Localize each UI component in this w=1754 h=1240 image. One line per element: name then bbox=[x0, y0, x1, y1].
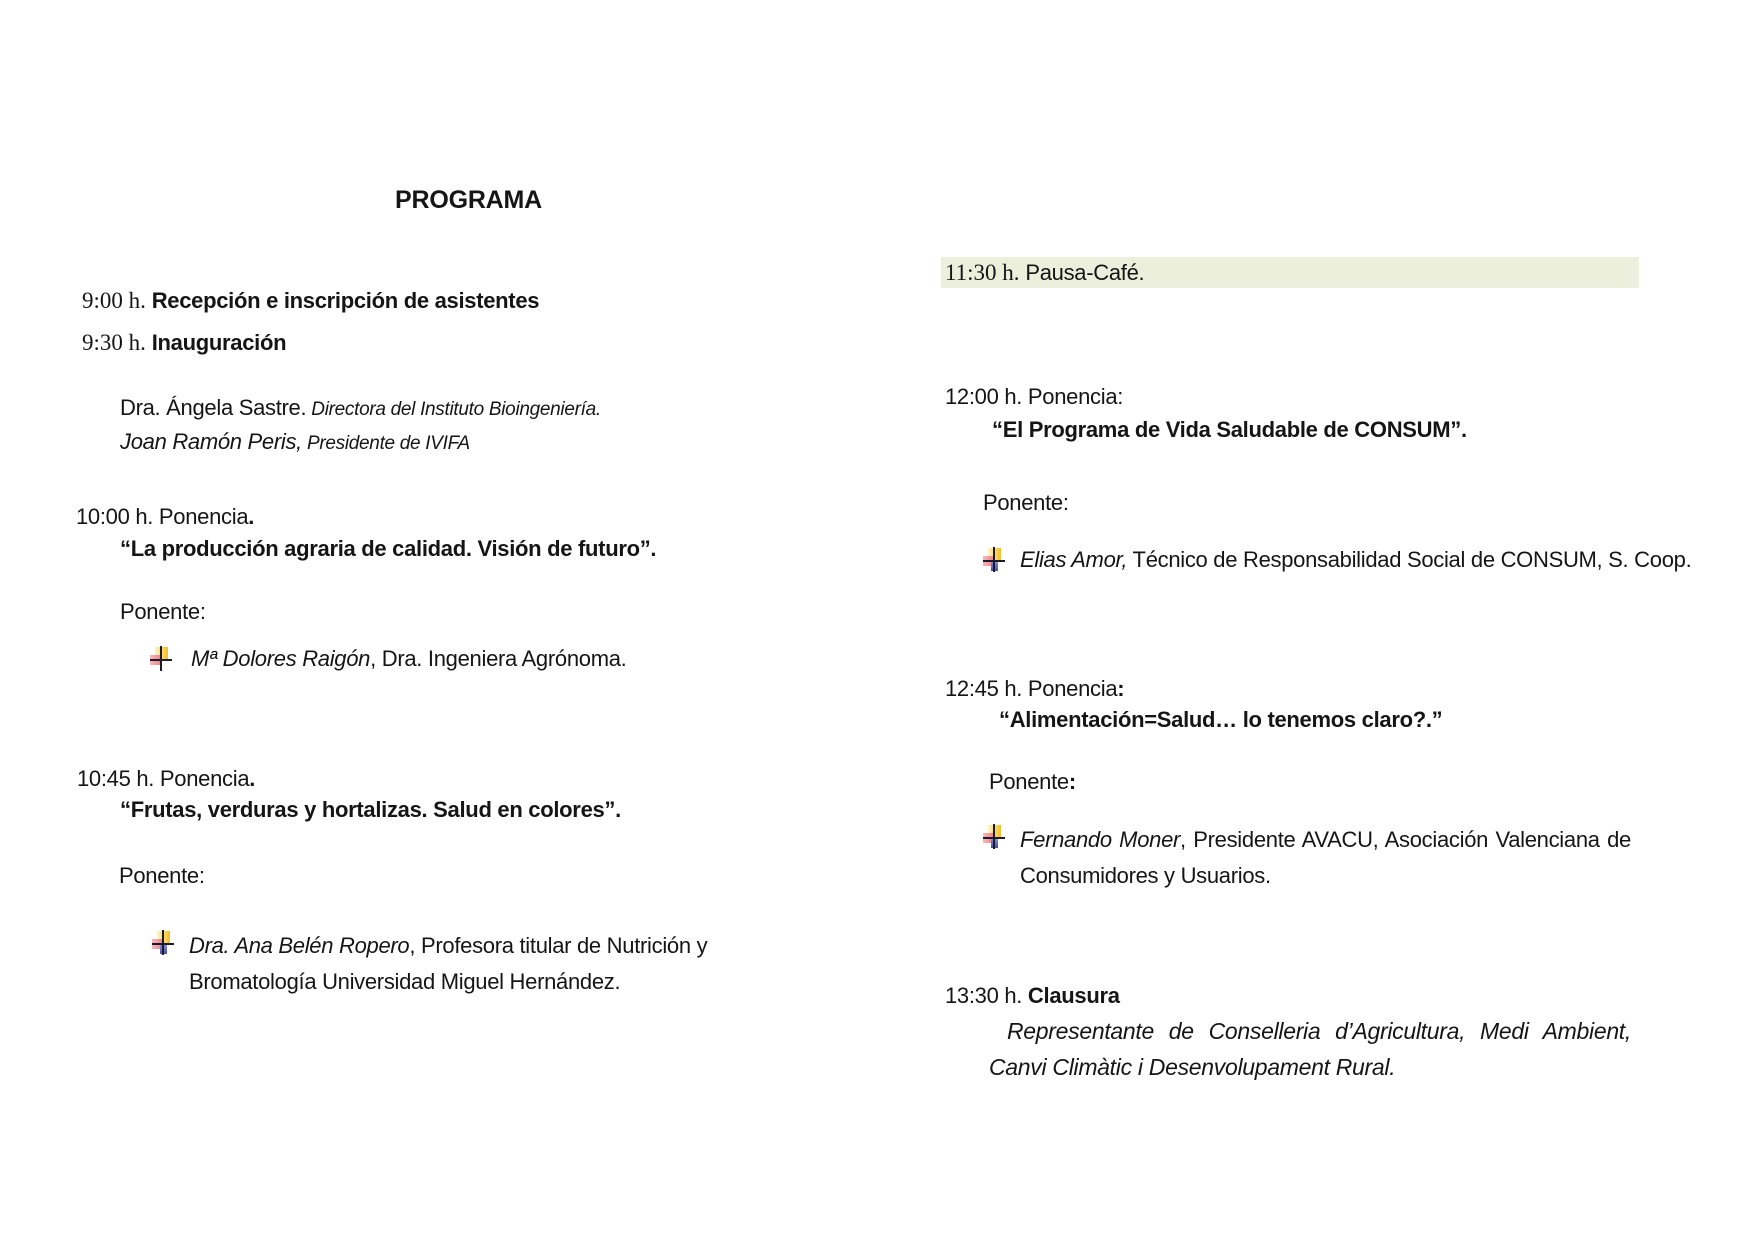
session-1130-time: 11:30 h. bbox=[945, 260, 1020, 285]
session-1000-punct: . bbox=[248, 504, 255, 529]
session-1200-ponente-label: Ponente: bbox=[983, 490, 1069, 515]
session-1045-ponente-label: Ponente: bbox=[119, 863, 205, 888]
speaker-fernando-name: Fernando Moner bbox=[1020, 827, 1181, 852]
speaker-ana-belen bbox=[189, 928, 707, 1000]
speaker-dolores bbox=[191, 646, 626, 672]
session-1245-punct: : bbox=[1117, 676, 1125, 701]
session-1045-time: 10:45 h. bbox=[77, 766, 155, 791]
session-1245-quote: “Alimentación=Salud… lo tenemos claro?.” bbox=[999, 707, 1443, 732]
session-1045-quote: “Frutas, verduras y hortalizas. Salud en colores”. bbox=[120, 797, 621, 822]
speaker-ana-belen-name: Dra. Ana Belén Ropero bbox=[189, 933, 410, 958]
speaker-ana-belen-role-line2: Bromatología Universidad Miguel Hernández. bbox=[189, 969, 621, 994]
bullet-horizontal-line bbox=[983, 837, 1005, 839]
bullet-horizontal-line bbox=[152, 943, 174, 945]
ponente-label-punct: : bbox=[1068, 769, 1076, 794]
session-1330 bbox=[945, 983, 1120, 1009]
pausa-cafe-highlight bbox=[941, 257, 1639, 288]
session-1330-time: 13:30 h. bbox=[945, 983, 1023, 1008]
crosshair-bullet-icon bbox=[150, 646, 172, 671]
bullet-horizontal-line bbox=[150, 659, 172, 661]
speaker-elias-name: Elias Amor, bbox=[1020, 547, 1128, 572]
speaker-fernando-role-line2: Consumidores y Usuarios. bbox=[1020, 863, 1271, 888]
session-1200 bbox=[945, 384, 1123, 410]
session-1000-quote: “La producción agraria de calidad. Visión de futuro”. bbox=[120, 536, 657, 561]
session-1200-label: Ponencia: bbox=[1022, 384, 1124, 409]
session-1245-label: Ponencia bbox=[1022, 676, 1118, 701]
session-1245 bbox=[945, 676, 1124, 702]
session-0900 bbox=[82, 288, 539, 314]
inauguracion-speakers bbox=[120, 392, 601, 460]
session-0930 bbox=[82, 330, 286, 356]
session-1200-time: 12:00 h. bbox=[945, 384, 1023, 409]
session-1200-quote: “El Programa de Vida Saludable de CONSUM”. bbox=[992, 417, 1467, 442]
session-0930-time: 9:30 h. bbox=[82, 330, 146, 355]
crosshair-bullet-icon bbox=[983, 547, 1005, 572]
speaker-angela-name: Dra. Ángela Sastre. bbox=[120, 395, 307, 420]
session-1000-ponente-label: Ponente: bbox=[120, 599, 206, 624]
speaker-ana-belen-role-line1: , Profesora titular de Nutrición y bbox=[409, 933, 708, 958]
ponente-label-text: Ponente bbox=[989, 769, 1069, 794]
speaker-angela-role: Directora del Instituto Bioingeniería. bbox=[306, 399, 601, 420]
session-1245-ponente-label bbox=[989, 769, 1076, 795]
session-1330-title: Clausura bbox=[1022, 983, 1120, 1008]
clausura-detail-line2: Canvi Climàtic i Desenvolupament Rural. bbox=[989, 1054, 1396, 1080]
speaker-fernando bbox=[1020, 822, 1631, 894]
speaker-dolores-role: , Dra. Ingeniera Agrónoma. bbox=[370, 646, 627, 671]
page-title: PROGRAMA bbox=[395, 186, 543, 214]
speaker-fernando-line1 bbox=[1020, 822, 1631, 858]
speaker-joan-role: Presidente de IVIFA bbox=[302, 433, 470, 454]
session-0930-title: Inauguración bbox=[151, 330, 287, 355]
speaker-dolores-name: Mª Dolores Raigón bbox=[191, 646, 371, 671]
speaker-elias-role: Técnico de Responsabilidad Social de CONSUM, S. Coop. bbox=[1127, 547, 1692, 572]
speaker-fernando-role-line1: , Presidente AVACU, Asociación Valenciana de bbox=[1180, 827, 1631, 852]
session-0900-time: 9:00 h. bbox=[82, 288, 146, 313]
session-1130-title: Pausa-Café. bbox=[1019, 260, 1145, 285]
session-1000-time: 10:00 h. bbox=[76, 504, 154, 529]
bullet-horizontal-line bbox=[983, 560, 1005, 562]
session-0900-title: Recepción e inscripción de asistentes bbox=[151, 288, 540, 313]
session-1045-punct: . bbox=[249, 766, 256, 791]
crosshair-bullet-icon bbox=[152, 930, 174, 955]
crosshair-bullet-icon bbox=[983, 824, 1005, 849]
speaker-elias bbox=[1020, 547, 1691, 573]
session-1000-label: Ponencia bbox=[153, 504, 249, 529]
speaker-joan-name: Joan Ramón Peris, bbox=[120, 429, 302, 454]
session-1045-label: Ponencia bbox=[154, 766, 250, 791]
session-1045 bbox=[77, 766, 255, 792]
session-1130 bbox=[945, 260, 1144, 286]
session-1245-time: 12:45 h. bbox=[945, 676, 1023, 701]
session-1330-detail bbox=[989, 1013, 1631, 1085]
clausura-detail-line1: Representante de Conselleria d’Agricultura, Medi Ambient, bbox=[1007, 1018, 1631, 1044]
session-1000 bbox=[76, 504, 254, 530]
